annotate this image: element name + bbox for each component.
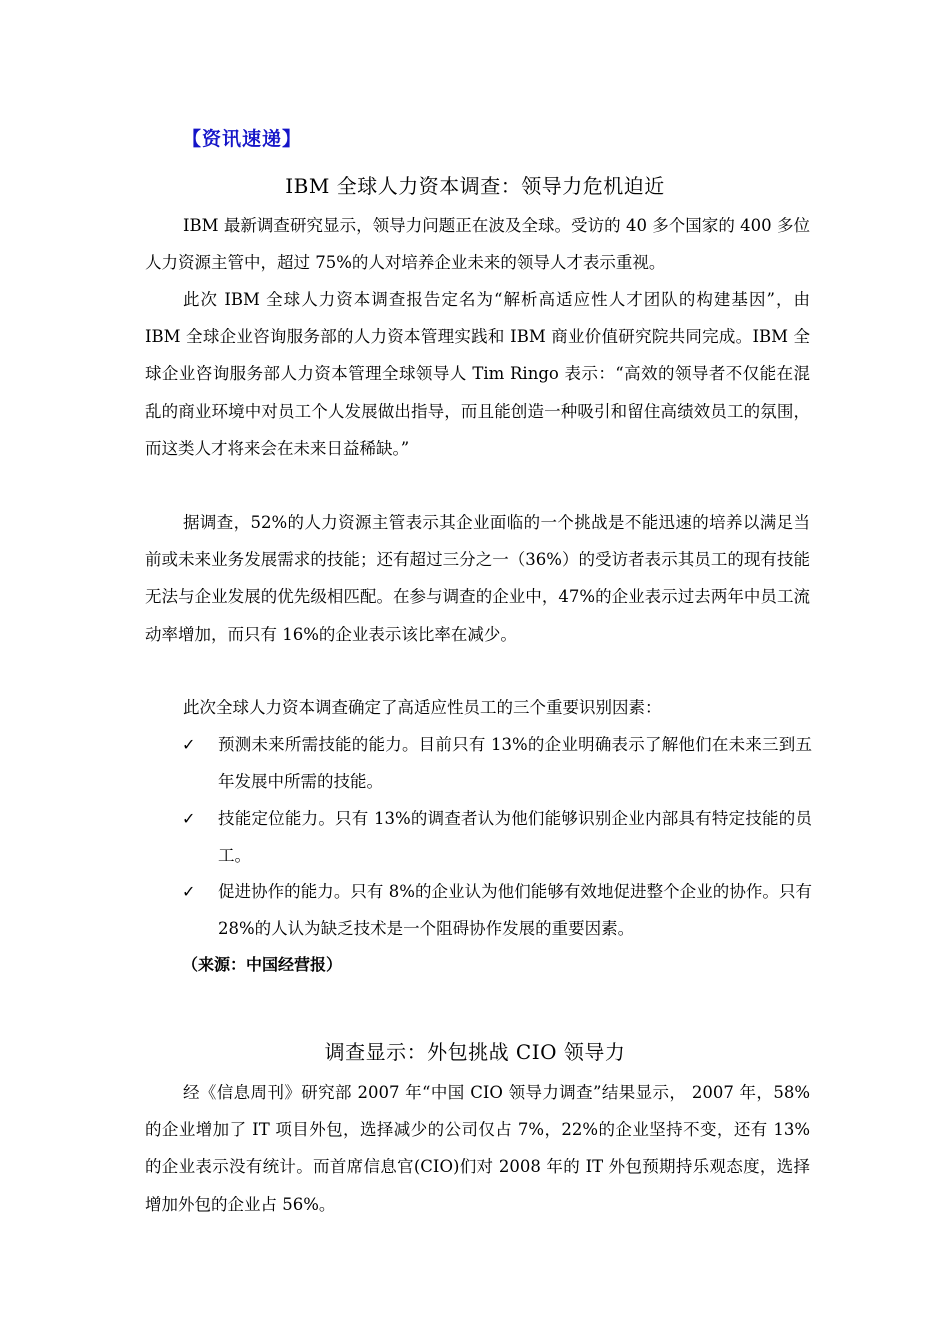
list-item bbox=[182, 873, 812, 947]
list-item-text: 技能定位能力。只有 13%的调查者认为他们能够识别企业内部具有特定技能的员工。 bbox=[218, 809, 812, 866]
article1-paragraph-3: 据调查，52%的人力资源主管表示其企业面临的一个挑战是不能迅速的培养以满足当前或未来业务发展需求的技能；还有超过三分之一（36%）的受访者表示其员工的现有技能无法与企业发展的优先级相匹配。在参与调查的企业中，47%的企业表示过去两年中员工流动率增加，而只有 16%的企业表示该比率在减少。 bbox=[145, 513, 810, 644]
checkmark-icon: ✓ bbox=[182, 882, 196, 901]
article1-paragraph-1: IBM 最新调查研究显示，领导力问题正在波及全球。受访的 40 多个国家的 400 多位人力资源主管中，超过 75%的人对培养企业未来的领导人才表示重视。 bbox=[145, 216, 810, 273]
article1-paragraph-4: 此次全球人力资本调查确定了高适应性员工的三个重要识别因素： bbox=[183, 698, 662, 717]
article2-title: 调查显示：外包挑战 CIO 领导力 bbox=[324, 1040, 626, 1064]
checkmark-icon: ✓ bbox=[182, 735, 196, 754]
list-item-text: 促进协作的能力。只有 8%的企业认为他们能够有效地促进整个企业的协作。只有 28%的人认为缺乏技术是一个阻碍协作发展的重要因素。 bbox=[218, 882, 812, 939]
source-note: （来源：中国经营报） bbox=[182, 955, 343, 974]
section-tag: 【资讯速递】 bbox=[182, 128, 303, 150]
checkmark-icon: ✓ bbox=[182, 809, 196, 828]
article2-paragraph-1: 经《信息周刊》研究部 2007 年“中国 CIO 领导力调查”结果显示， 2007 年，58%的企业增加了 IT 项目外包，选择减少的公司仅占 7%，22%的企业坚持不变，还有 13%的企业表示没有统计。而首席信息官(CIO)们对 2008 年的 IT 外包预期持乐观态度，选择增加外包的企业占 56%。 bbox=[145, 1083, 810, 1214]
list-item bbox=[182, 800, 812, 874]
article1-paragraph-2: 此次 IBM 全球人力资本调查报告定名为“解析高适应性人才团队的构建基因”，由 IBM 全球企业咨询服务部的人力资本管理实践和 IBM 商业价值研究院共同完成。IBM 全球企业咨询服务部人力资本管理全球领导人 Tim Ringo 表示：“高效的领导者不仅能在混乱的商业环境中对员工个人发展做出指导，而且能创造一种吸引和留住高绩效员工的氛围，而这类人才将来会在未来日益稀缺。” bbox=[145, 290, 810, 458]
list-item-text: 预测未来所需技能的能力。目前只有 13%的企业明确表示了解他们在未来三到五年发展中所需的技能。 bbox=[218, 735, 812, 792]
article1-title: IBM 全球人力资本调查：领导力危机迫近 bbox=[285, 174, 665, 198]
list-item bbox=[182, 726, 812, 800]
